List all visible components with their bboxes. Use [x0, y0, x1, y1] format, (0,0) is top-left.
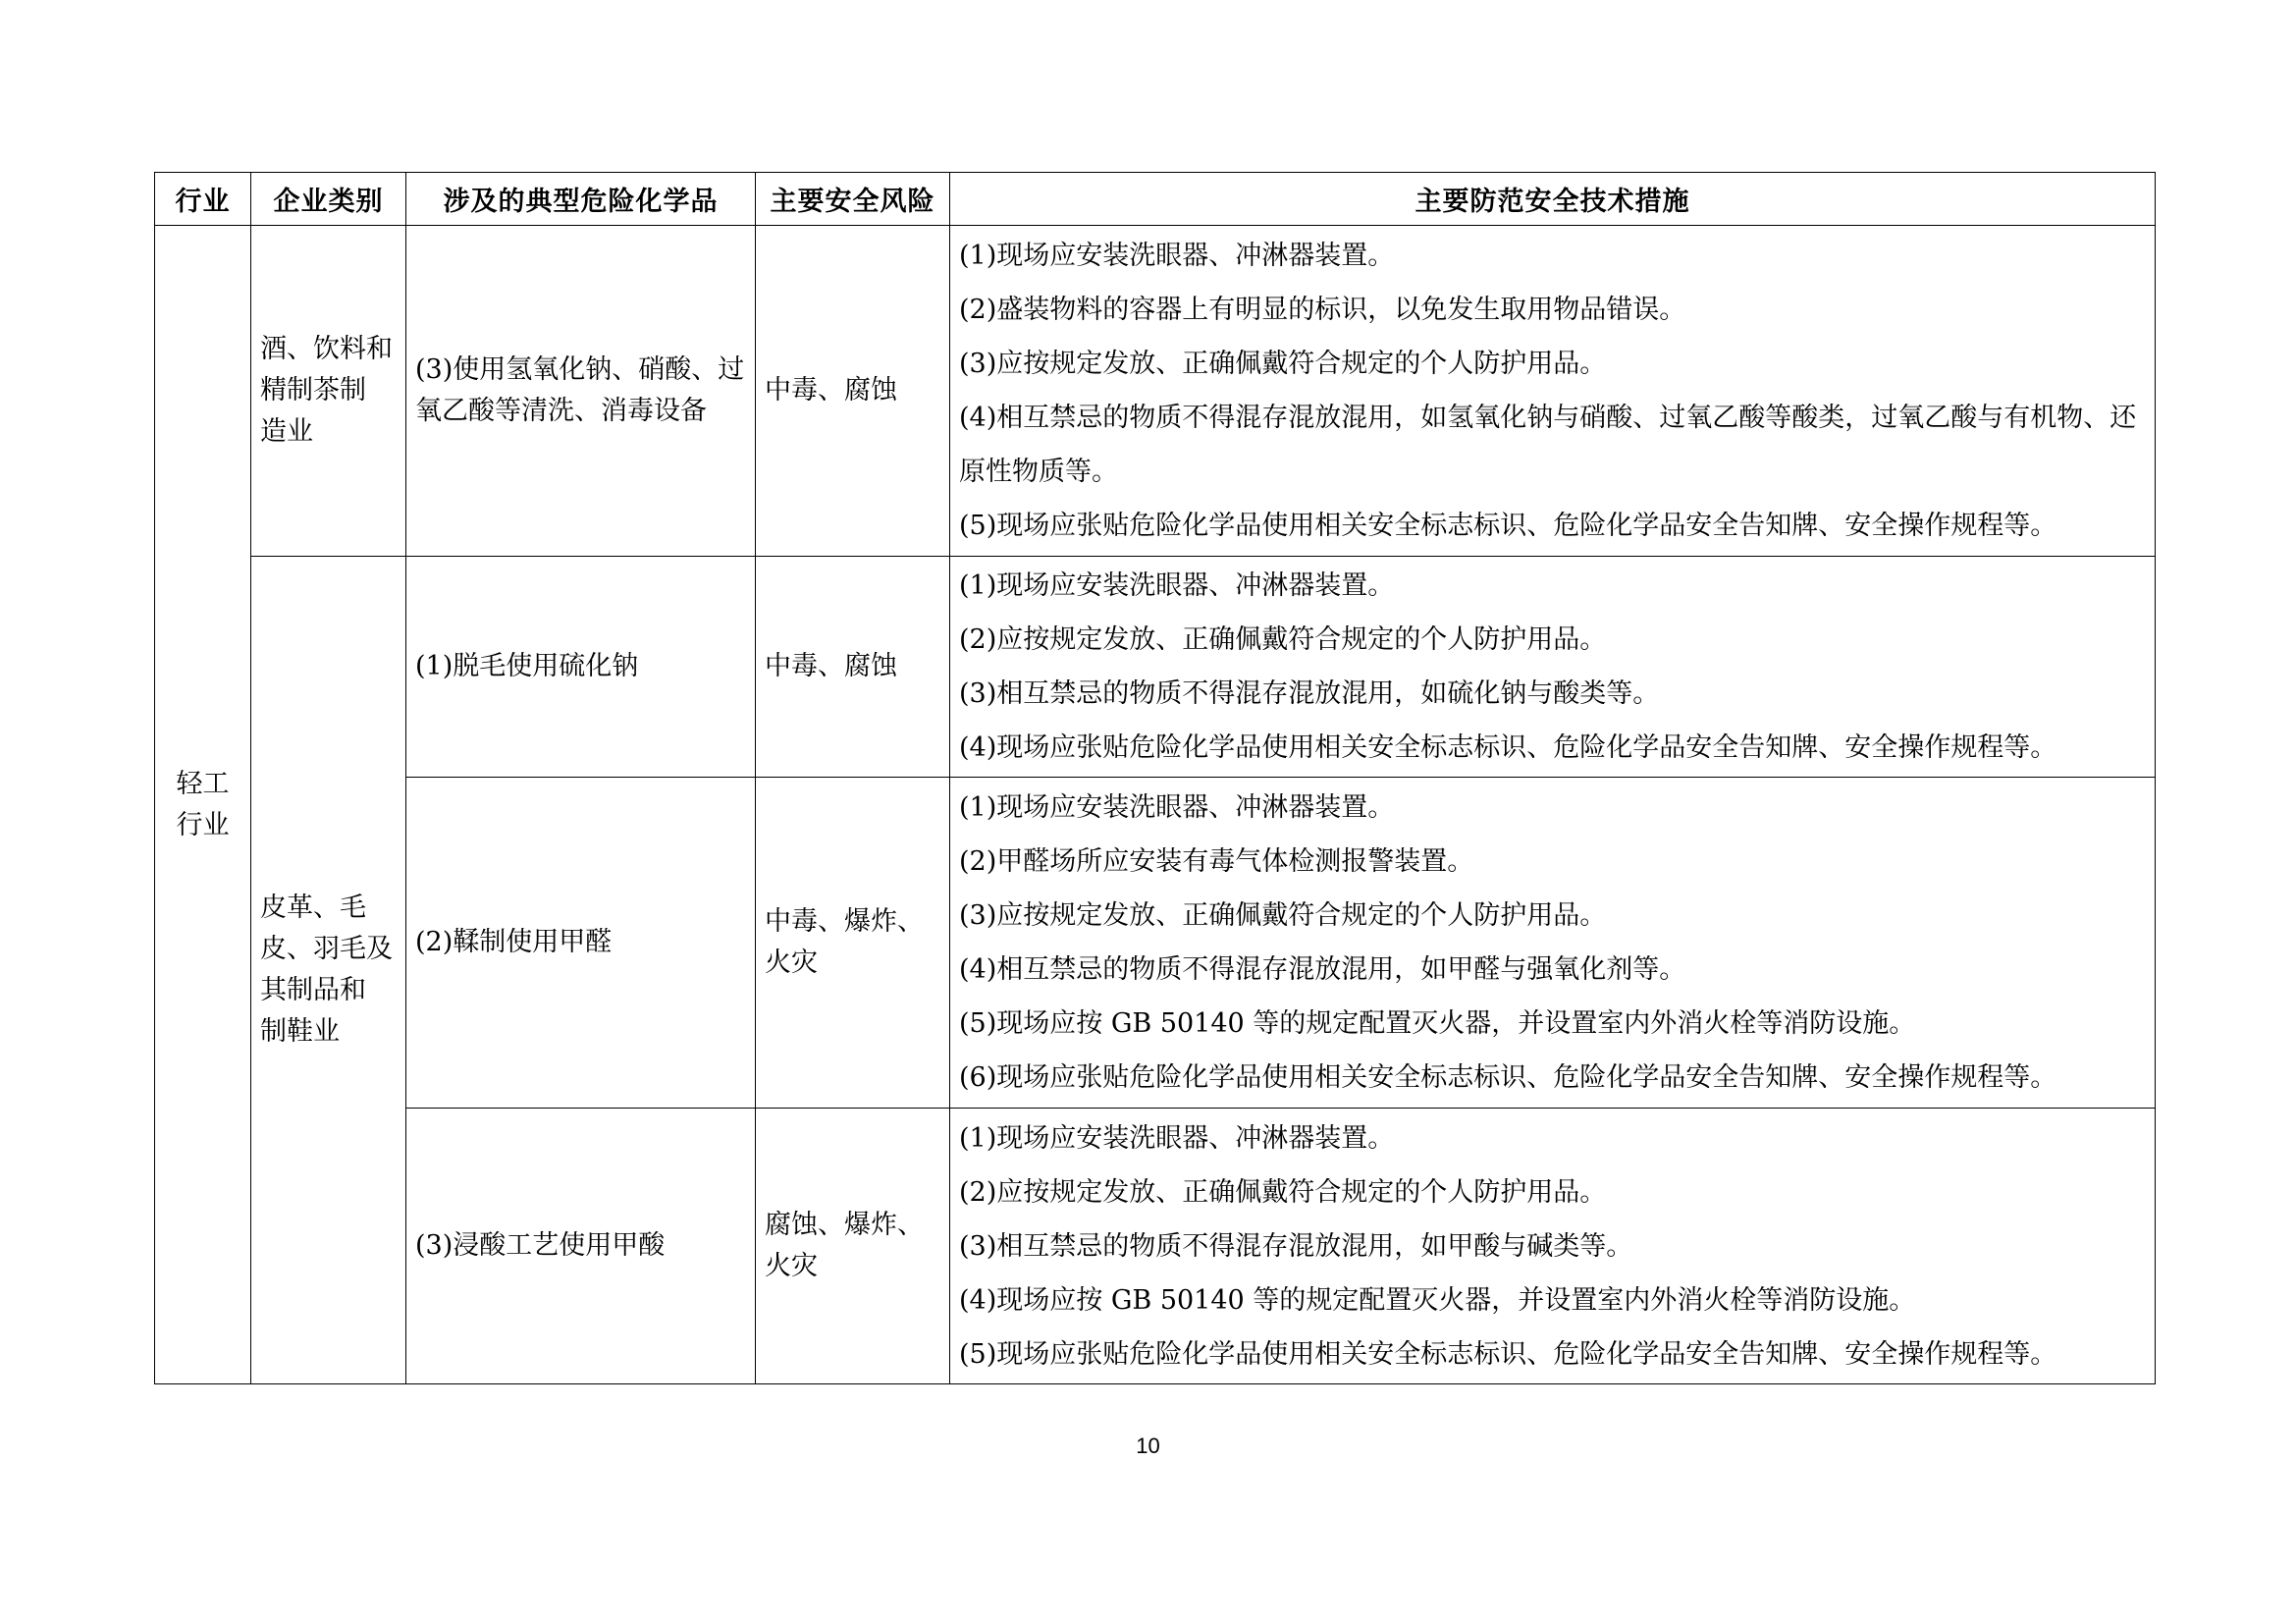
measure-item: (3)应按规定发放、正确佩戴符合规定的个人防护用品。 [959, 349, 1607, 379]
measure-item: (1)现场应安装洗眼器、冲淋器装置。 [959, 792, 1395, 823]
category-line: 皮、羽毛及 [260, 934, 393, 964]
risk-line: 中毒、腐蚀 [765, 375, 897, 406]
category-cell [251, 226, 406, 557]
measure-item: (3)相互禁忌的物质不得混存混放混用，如甲酸与碱类等。 [959, 1230, 1633, 1262]
header-risks: 主要安全风险 [756, 173, 950, 226]
measures-cell [950, 1109, 2156, 1384]
measure-item: (1)现场应安装洗眼器、冲淋器装置。 [959, 570, 1395, 601]
measure-item: (4)相互禁忌的物质不得混存混放混用，如氢氧化钠与硝酸、过氧乙酸等酸类，过氧乙酸与有机物、还原性物质等。 [959, 403, 2137, 487]
measures-cell [950, 557, 2156, 778]
measure-item: (1)现场应安装洗眼器、冲淋器装置。 [959, 1122, 1395, 1154]
category-line: 制鞋业 [260, 1016, 340, 1047]
risk-cell [756, 778, 950, 1109]
category-line: 精制茶制 [260, 375, 366, 406]
industry-line: 行业 [176, 809, 230, 840]
category-line: 其制品和 [260, 975, 366, 1005]
header-chemicals: 涉及的典型危险化学品 [406, 173, 756, 226]
risk-line: 中毒、爆炸、 [765, 906, 924, 937]
chemical-cell: (3)使用氢氧化钠、硝酸、过氧乙酸等清洗、消毒设备 [406, 226, 756, 557]
table-row [155, 557, 2156, 778]
measure-item: (1)现场应安装洗眼器、冲淋器装置。 [959, 241, 1395, 271]
chemical-cell: (1)脱毛使用硫化钠 [406, 557, 756, 778]
industry-line: 轻工 [176, 768, 230, 799]
category-line: 造业 [260, 416, 313, 447]
header-category: 企业类别 [251, 173, 406, 226]
page-number: 10 [1136, 1434, 1160, 1458]
measure-item: (2)甲醛场所应安装有毒气体检测报警装置。 [959, 846, 1474, 877]
chemical-cell: (3)浸酸工艺使用甲酸 [406, 1109, 756, 1384]
header-measures: 主要防范安全技术措施 [950, 173, 2156, 226]
chemical-cell: (2)鞣制使用甲醛 [406, 778, 756, 1109]
header-industry: 行业 [155, 173, 251, 226]
category-cell [251, 557, 406, 1384]
risk-cell [756, 1109, 950, 1384]
risk-line: 腐蚀、爆炸、 [765, 1210, 924, 1240]
measure-item: (3)相互禁忌的物质不得混存混放混用，如硫化钠与酸类等。 [959, 678, 1660, 709]
measure-item: (5)现场应张贴危险化学品使用相关安全标志标识、危险化学品安全告知牌、安全操作规程等。 [959, 1338, 2057, 1370]
measure-item: (4)现场应按 GB 50140 等的规定配置灭火器，并设置室内外消火栓等消防设施。 [959, 1284, 1916, 1316]
table-row [155, 1109, 2156, 1384]
category-line: 酒、饮料和 [260, 334, 393, 364]
risk-cell [756, 226, 950, 557]
measure-item: (5)现场应按 GB 50140 等的规定配置灭火器，并设置室内外消火栓等消防设施。 [959, 1008, 1916, 1039]
measure-item: (2)应按规定发放、正确佩戴符合规定的个人防护用品。 [959, 1176, 1607, 1208]
risk-cell [756, 557, 950, 778]
category-line: 皮革、毛 [260, 893, 366, 923]
table-row [155, 778, 2156, 1109]
hazard-table [154, 172, 2156, 1384]
measures-cell [950, 778, 2156, 1109]
table-row [155, 226, 2156, 557]
risk-line: 火灾 [765, 947, 818, 978]
header-row [155, 173, 2156, 226]
measure-item: (4)相互禁忌的物质不得混存混放混用，如甲醛与强氧化剂等。 [959, 954, 1686, 985]
measure-item: (2)应按规定发放、正确佩戴符合规定的个人防护用品。 [959, 624, 1607, 655]
measure-item: (2)盛装物料的容器上有明显的标识，以免发生取用物品错误。 [959, 295, 1686, 325]
measure-item: (5)现场应张贴危险化学品使用相关安全标志标识、危险化学品安全告知牌、安全操作规程等。 [959, 511, 2057, 541]
measure-item: (6)现场应张贴危险化学品使用相关安全标志标识、危险化学品安全告知牌、安全操作规程等。 [959, 1062, 2057, 1093]
measure-item: (3)应按规定发放、正确佩戴符合规定的个人防护用品。 [959, 900, 1607, 931]
measures-cell [950, 226, 2156, 557]
industry-cell [155, 226, 251, 1384]
measure-item: (4)现场应张贴危险化学品使用相关安全标志标识、危险化学品安全告知牌、安全操作规程等。 [959, 732, 2057, 763]
risk-line: 火灾 [765, 1251, 818, 1281]
risk-line: 中毒、腐蚀 [765, 651, 897, 681]
